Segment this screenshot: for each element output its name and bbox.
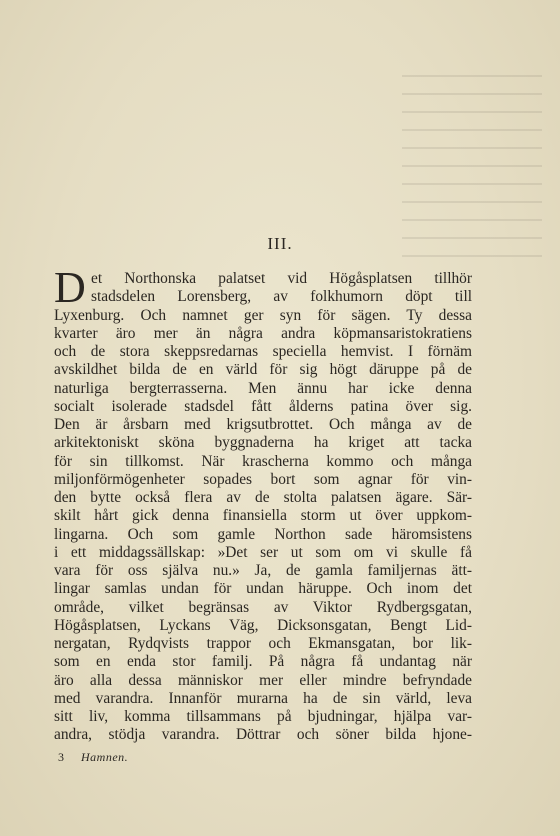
text-line: vara för oss själva nu.» Ja, de gamla familjernas ätt- xyxy=(54,562,472,579)
text-line: naturliga bergterrasserna. Men ännu har icke denna xyxy=(54,379,472,397)
signature-title: Hamnen. xyxy=(81,750,129,764)
body-text xyxy=(54,270,472,745)
text-line: Högåsplatsen, Lyckans Väg, Dicksonsgatan, Bengt Lid- xyxy=(54,616,472,634)
text-line: lingar samlas undan för undan häruppe. Och inom det xyxy=(54,580,472,598)
text-line: med varandra. Innanför murarna ha de sin värld, leva xyxy=(54,689,472,707)
text-line: område, vilket begränsas av Viktor Rydbergsgatan, xyxy=(54,598,472,616)
text-line: andra, stödja varandra. Döttrar och söner bilda hjone- xyxy=(54,726,472,744)
text-line: den bytte också flera av de stolta palatsen ägare. Sär- xyxy=(54,489,472,506)
text-line: miljonförmögenheter sopades bort som agnar för vin- xyxy=(54,470,472,488)
text-line: skilt hårt gick denna finansiella storm ut över uppkom- xyxy=(54,507,472,525)
drop-cap: D xyxy=(54,263,86,312)
text-line: et Northonska palatset vid Högåsplatsen tillhör xyxy=(91,270,472,287)
text-line: sitt liv, komma tillsammans på bjudningar, hjälpa var- xyxy=(54,708,472,725)
text-line: socialt isolerade stadsdel fått ålderns patina över sig. xyxy=(54,397,472,415)
text-line: avskildhet bilda de en värld för sig högt däruppe på de xyxy=(54,361,472,379)
text-line: för sin tillkomst. När krascherna kommo och många xyxy=(54,452,472,470)
text-line: lingarna. Och som gamle Northon sade häromsistens xyxy=(54,525,472,543)
text-line: och de stora skeppsredarnas speciella hemvist. I förnäm xyxy=(54,343,472,360)
text-line: Den är årsbarn med krigsutbrottet. Och många av de xyxy=(54,416,472,433)
text-line: i ett middagssällskap: »Det ser ut som om vi skulle få xyxy=(54,543,472,561)
signature-number: 3 xyxy=(58,750,64,764)
text-line: Lyxenburg. Och namnet ger syn för sägen. Ty dessa xyxy=(54,306,472,324)
text-line: arkitektoniskt sköna byggnaderna ha kriget att tacka xyxy=(54,434,472,452)
text-line: nergatan, Rydqvists trappor och Ekmansgatan, bor lik- xyxy=(54,635,472,652)
text-line: stadsdelen Lorensberg, av folkhumorn döpt till xyxy=(91,288,472,306)
text-line: äro alla dessa människor mer eller mindre befryndade xyxy=(54,671,472,689)
text-line: kvarter äro mer än några andra köpmansaristokratiens xyxy=(54,324,472,342)
text-line: som en enda stor familj. På några få undantag när xyxy=(54,653,472,671)
printer-signature xyxy=(58,750,128,765)
chapter-heading: III. xyxy=(267,234,293,253)
